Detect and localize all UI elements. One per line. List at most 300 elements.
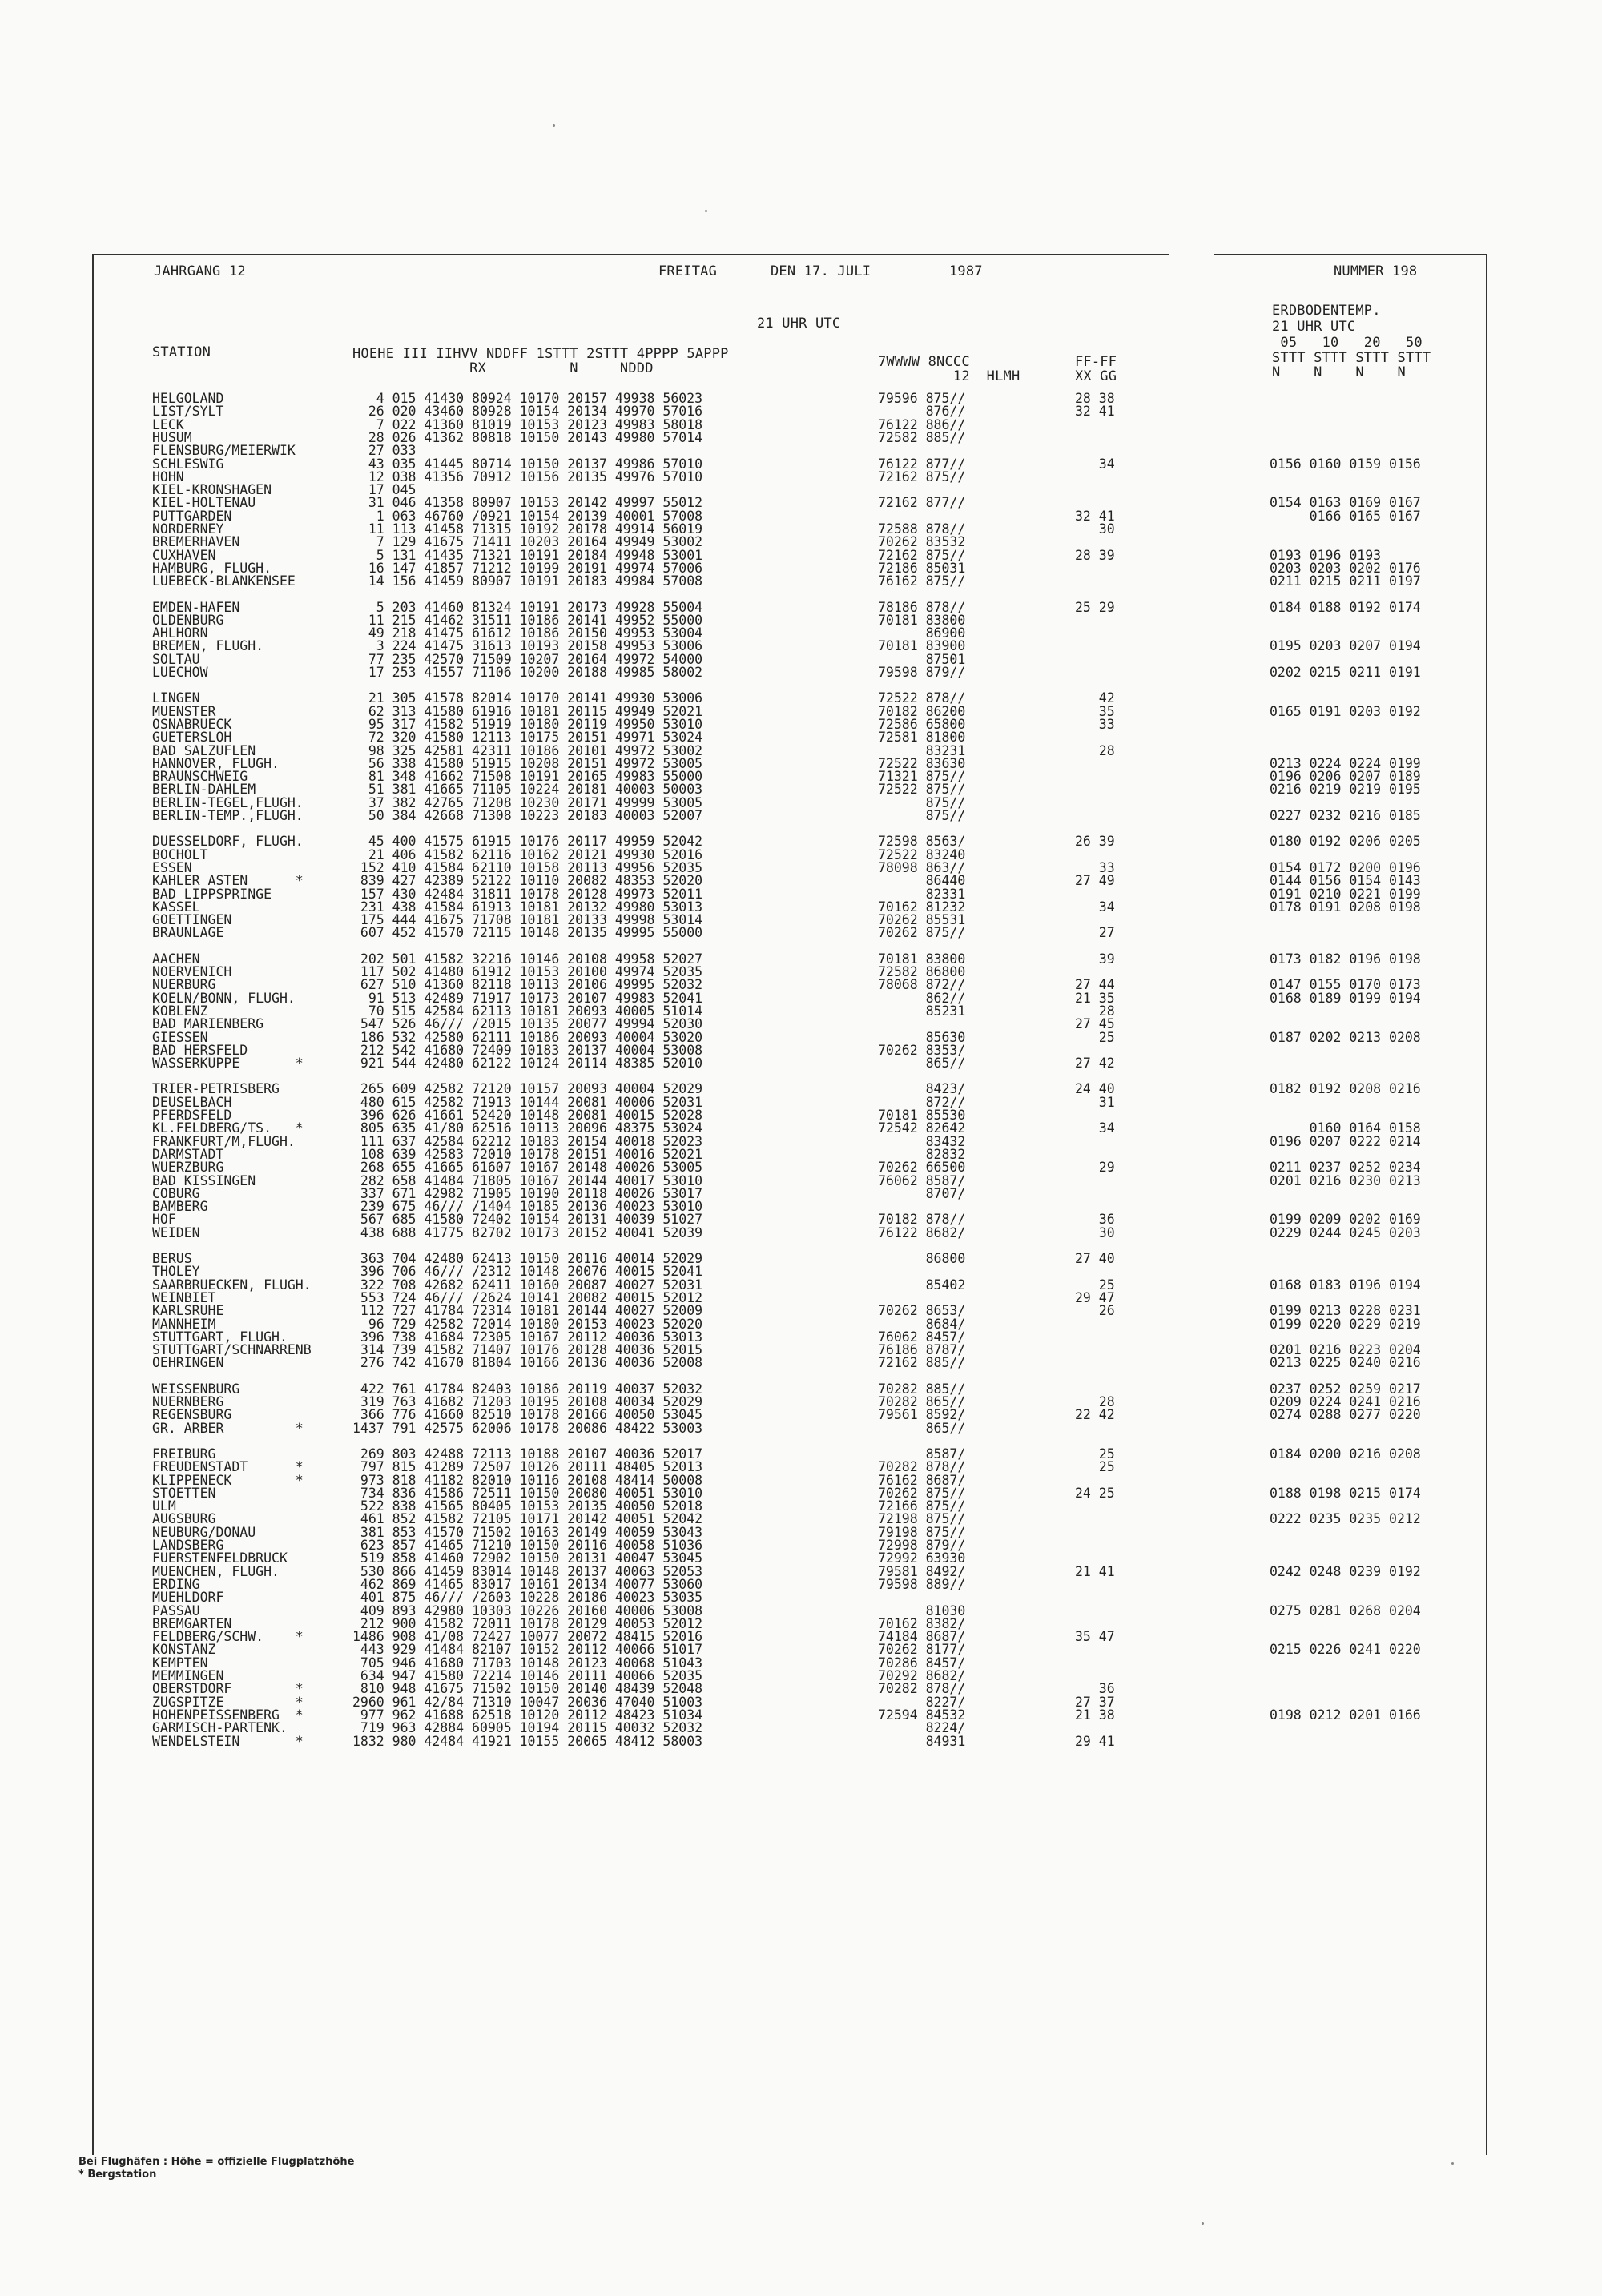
station-name: FUERSTENFELDBRUCK bbox=[152, 1550, 288, 1566]
column-ff-header: FF-FF bbox=[1075, 354, 1117, 370]
station-wind-gust: 25 bbox=[1075, 1277, 1115, 1293]
station-wind-gust: 27 44 bbox=[1075, 977, 1115, 993]
station-weather: 72522 875// bbox=[878, 782, 966, 798]
year: 1987 bbox=[949, 263, 983, 279]
station-name: MUENSTER bbox=[152, 703, 216, 719]
station-weather: 76122 8682/ bbox=[878, 1224, 966, 1240]
station-name: OEHRINGEN bbox=[152, 1355, 224, 1371]
station-name: WASSERKUPPE * bbox=[152, 1056, 304, 1072]
station-values: 480 615 42582 71913 10144 20081 40006 52031 bbox=[352, 1094, 703, 1110]
station-soil-temp: 0198 0212 0201 0166 bbox=[1270, 1707, 1421, 1723]
station-soil-temp: 0195 0203 0207 0194 bbox=[1270, 638, 1421, 654]
station-name: KAHLER ASTEN * bbox=[152, 873, 304, 889]
station-soil-temp: 0191 0210 0221 0199 bbox=[1270, 886, 1421, 902]
station-values: 443 929 41484 82107 10152 20112 40066 51017 bbox=[352, 1642, 703, 1658]
station-weather: 76062 8457/ bbox=[878, 1329, 966, 1345]
station-wind-gust: 28 38 bbox=[1075, 391, 1115, 406]
station-values: 337 671 42982 71905 10190 20118 40026 53017 bbox=[352, 1185, 703, 1201]
station-name: LINGEN bbox=[152, 690, 200, 706]
station-wind-gust: 33 bbox=[1075, 716, 1115, 732]
station-weather: 72522 83240 bbox=[878, 846, 966, 863]
station-soil-temp: 0180 0192 0206 0205 bbox=[1270, 834, 1421, 850]
station-values: 2960 961 42/84 71310 10047 20036 47040 51003 bbox=[352, 1694, 703, 1710]
station-weather: 70282 865// bbox=[878, 1394, 966, 1409]
station-values: 91 513 42489 71917 10173 20107 49983 52041 bbox=[352, 990, 703, 1006]
station-weather: 8227/ bbox=[878, 1694, 966, 1710]
station-wind-gust: 27 37 bbox=[1075, 1694, 1115, 1710]
soil-temp-time: 21 UHR UTC bbox=[1272, 319, 1356, 335]
station-name: BOCHOLT bbox=[152, 846, 208, 863]
station-name: WENDELSTEIN * bbox=[152, 1733, 304, 1749]
station-soil-temp: 0209 0224 0241 0216 bbox=[1270, 1394, 1421, 1409]
soil-temp-subheader: N N N N bbox=[1272, 364, 1406, 380]
station-weather: 70262 875// bbox=[878, 925, 966, 941]
station-name: LIST/SYLT bbox=[152, 404, 224, 420]
station-weather: 78068 872// bbox=[878, 977, 966, 993]
station-soil-temp: 0196 0206 0207 0189 bbox=[1270, 769, 1421, 785]
station-values: 462 869 41465 83017 10161 20134 40077 53060 bbox=[352, 1576, 703, 1592]
station-wind-gust: 34 bbox=[1075, 899, 1115, 915]
station-name: PASSAU bbox=[152, 1602, 200, 1618]
station-values: 634 947 41580 72214 10146 20111 40066 52035 bbox=[352, 1668, 703, 1683]
soil-temp-depths: 05 10 20 50 bbox=[1272, 335, 1423, 351]
station-weather: 70162 8382/ bbox=[878, 1615, 966, 1631]
station-weather: 76122 877// bbox=[878, 456, 966, 472]
station-wind-gust: 26 39 bbox=[1075, 834, 1115, 850]
station-values: 438 688 41775 82702 10173 20152 40041 52039 bbox=[352, 1224, 703, 1240]
station-soil-temp: 0199 0213 0228 0231 bbox=[1270, 1303, 1421, 1319]
station-name: BERLIN-TEMP.,FLUGH. bbox=[152, 808, 304, 823]
station-name: THOLEY bbox=[152, 1264, 200, 1280]
station-weather: 72186 85031 bbox=[878, 560, 966, 576]
station-values: 401 875 46/// /2603 10228 20186 40023 53035 bbox=[352, 1590, 703, 1606]
station-name: ULM bbox=[152, 1498, 176, 1514]
station-values: 175 444 41675 71708 10181 20133 49998 53014 bbox=[352, 912, 703, 928]
station-values: 4 015 41430 80924 10170 20157 49938 56023 bbox=[352, 391, 703, 406]
station-values: 14 156 41459 80907 10191 20183 49984 57008 bbox=[352, 573, 703, 589]
station-weather: 76062 8587/ bbox=[878, 1172, 966, 1188]
station-name: MANNHEIM bbox=[152, 1316, 216, 1332]
station-name: STOETTEN bbox=[152, 1485, 216, 1501]
station-values: 719 963 42884 60905 10194 20115 40032 52032 bbox=[352, 1720, 703, 1736]
footnote-airports: Bei Flughäfen : Höhe = offizielle Flugplatzhöhe bbox=[78, 2156, 355, 2168]
station-values: 363 704 42480 62413 10150 20116 40014 52029 bbox=[352, 1251, 703, 1266]
station-weather: 70282 878// bbox=[878, 1681, 966, 1697]
station-name: FLENSBURG/MEIERWIK bbox=[152, 443, 296, 459]
station-values: 530 866 41459 83014 10148 20137 40063 52053 bbox=[352, 1563, 703, 1579]
station-weather: 70181 83900 bbox=[878, 638, 966, 654]
station-values: 231 438 41584 61913 10181 20132 49980 53013 bbox=[352, 899, 703, 915]
station-soil-temp: 0201 0216 0223 0204 bbox=[1270, 1342, 1421, 1358]
station-name: ZUGSPITZE * bbox=[152, 1694, 304, 1710]
station-weather: 70162 81232 bbox=[878, 899, 966, 915]
station-values: 28 026 41362 80818 10150 20143 49980 57014 bbox=[352, 429, 703, 445]
station-soil-temp: 0154 0163 0169 0167 bbox=[1270, 495, 1421, 511]
station-wind-gust: 25 bbox=[1075, 1459, 1115, 1475]
station-weather: 85402 bbox=[878, 1277, 966, 1293]
station-name: WUERZBURG bbox=[152, 1160, 224, 1176]
station-name: NORDERNEY bbox=[152, 521, 224, 537]
station-soil-temp: 0203 0203 0202 0176 bbox=[1270, 560, 1421, 576]
station-values: 26 020 43460 80928 10154 20134 49970 57016 bbox=[352, 404, 703, 420]
station-weather: 72588 878// bbox=[878, 521, 966, 537]
column-obs-header: 7WWWW 8NCCC bbox=[878, 354, 970, 370]
station-wind-gust: 28 bbox=[1075, 1003, 1115, 1019]
station-name: NUERNBERG bbox=[152, 1394, 224, 1409]
station-weather: 8707/ bbox=[878, 1185, 966, 1201]
station-wind-gust: 34 bbox=[1075, 456, 1115, 472]
station-soil-temp: 0165 0191 0203 0192 bbox=[1270, 703, 1421, 719]
station-values: 607 452 41570 72115 10148 20135 49995 55000 bbox=[352, 925, 703, 941]
station-wind-gust: 27 42 bbox=[1075, 1056, 1115, 1072]
station-weather: 70262 875// bbox=[878, 1485, 966, 1501]
station-values: 96 729 42582 72014 10180 20153 40023 52020 bbox=[352, 1316, 703, 1332]
station-weather: 72162 875// bbox=[878, 547, 966, 563]
station-values: 49 218 41475 61612 10186 20150 49953 53004 bbox=[352, 625, 703, 641]
station-values: 111 637 42584 62212 10183 20154 40018 52023 bbox=[352, 1133, 703, 1149]
station-name: STUTTGART, FLUGH. bbox=[152, 1329, 288, 1345]
station-values: 212 542 41680 72409 10183 20137 40004 53008 bbox=[352, 1042, 703, 1058]
station-soil-temp: 0215 0226 0241 0220 bbox=[1270, 1642, 1421, 1658]
station-values: 366 776 41660 82510 10178 20166 40050 53045 bbox=[352, 1407, 703, 1423]
station-name: BAD HERSFELD bbox=[152, 1042, 248, 1058]
scan-speck bbox=[1451, 2162, 1454, 2165]
station-weather: 70292 8682/ bbox=[878, 1668, 966, 1683]
station-weather: 70262 8653/ bbox=[878, 1303, 966, 1319]
station-values: 239 675 46/// /1404 10185 20136 40023 53010 bbox=[352, 1199, 703, 1215]
station-wind-gust: 28 bbox=[1075, 1394, 1115, 1409]
station-name: KOELN/BONN, FLUGH. bbox=[152, 990, 296, 1006]
station-soil-temp: 0199 0220 0229 0219 bbox=[1270, 1316, 1421, 1332]
station-soil-temp: 0211 0237 0252 0234 bbox=[1270, 1160, 1421, 1176]
station-values: 5 131 41435 71321 10191 20184 49948 53001 bbox=[352, 547, 703, 563]
station-name: AHLHORN bbox=[152, 625, 208, 641]
station-name: OSNABRUECK bbox=[152, 716, 232, 732]
station-weather: 872// bbox=[878, 1094, 966, 1110]
station-weather: 72992 63930 bbox=[878, 1550, 966, 1566]
station-soil-temp: 0213 0225 0240 0216 bbox=[1270, 1355, 1421, 1371]
station-weather: 72542 82642 bbox=[878, 1120, 966, 1136]
station-soil-temp: 0275 0281 0268 0204 bbox=[1270, 1602, 1421, 1618]
station-values: 157 430 42484 31811 10178 20128 49973 52011 bbox=[352, 886, 703, 902]
station-values: 276 742 41670 81804 10166 20136 40036 52008 bbox=[352, 1355, 703, 1371]
station-values: 1486 908 41/08 72427 10077 20072 48415 52016 bbox=[352, 1629, 703, 1645]
station-name: HELGOLAND bbox=[152, 391, 224, 406]
station-name: KASSEL bbox=[152, 899, 200, 915]
station-weather: 83432 bbox=[878, 1133, 966, 1149]
station-soil-temp: 0168 0183 0196 0194 bbox=[1270, 1277, 1421, 1293]
station-wind-gust: 35 bbox=[1075, 703, 1115, 719]
station-values: 62 313 41580 61916 10181 20115 49949 52021 bbox=[352, 703, 703, 719]
station-values: 839 427 42389 52122 10110 20082 48353 52020 bbox=[352, 873, 703, 889]
station-soil-temp: 0154 0172 0200 0196 bbox=[1270, 859, 1421, 875]
station-name: LUEBECK-BLANKENSEE bbox=[152, 573, 296, 589]
station-weather: 70262 83532 bbox=[878, 534, 966, 550]
station-weather: 72162 885// bbox=[878, 1355, 966, 1371]
station-name: GUETERSLOH bbox=[152, 730, 232, 746]
station-name: HUSUM bbox=[152, 429, 192, 445]
station-weather: 875// bbox=[878, 808, 966, 823]
station-name: WEIDEN bbox=[152, 1224, 200, 1240]
station-name: KLIPPENECK * bbox=[152, 1472, 304, 1488]
station-values: 12 038 41356 70912 10156 20135 49976 57010 bbox=[352, 468, 703, 485]
station-name: WEINBIET bbox=[152, 1289, 216, 1305]
station-values: 422 761 41784 82403 10186 20119 40037 52032 bbox=[352, 1381, 703, 1397]
station-values: 45 400 41575 61915 10176 20117 49959 52042 bbox=[352, 834, 703, 850]
station-wind-gust: 27 45 bbox=[1075, 1016, 1115, 1032]
report-frame bbox=[92, 254, 1487, 2155]
station-name: FRANKFURT/M,FLUGH. bbox=[152, 1133, 296, 1149]
station-soil-temp: 0202 0215 0211 0191 bbox=[1270, 665, 1421, 680]
station-name: BAD MARIENBERG bbox=[152, 1016, 264, 1032]
station-name: FREUDENSTADT * bbox=[152, 1459, 304, 1475]
station-weather: 70262 8353/ bbox=[878, 1042, 966, 1058]
station-values: 11 215 41462 31511 10186 20141 49952 55000 bbox=[352, 612, 703, 628]
column-obs-subheader: 12 HLMH bbox=[878, 368, 1020, 384]
station-values: 3 224 41475 31613 10193 20158 49953 53006 bbox=[352, 638, 703, 654]
station-weather: 70181 83800 bbox=[878, 951, 966, 967]
station-name: BAMBERG bbox=[152, 1199, 208, 1215]
station-wind-gust: 39 bbox=[1075, 951, 1115, 967]
station-weather: 81030 bbox=[878, 1602, 966, 1618]
station-name: HANNOVER, FLUGH. bbox=[152, 755, 280, 771]
station-wind-gust: 22 42 bbox=[1075, 1407, 1115, 1423]
station-weather: 82331 bbox=[878, 886, 966, 902]
station-name: BERUS bbox=[152, 1251, 192, 1266]
station-weather: 72581 81800 bbox=[878, 730, 966, 746]
station-soil-temp: 0216 0219 0219 0195 bbox=[1270, 782, 1421, 798]
station-weather: 72582 86800 bbox=[878, 964, 966, 979]
station-values: 797 815 41289 72507 10126 20111 48405 52013 bbox=[352, 1459, 703, 1475]
footnote-mountain: * Bergstation bbox=[78, 2169, 157, 2181]
station-weather: 82832 bbox=[878, 1146, 966, 1162]
station-name: MUEHLDORF bbox=[152, 1590, 224, 1606]
station-name: TRIER-PETRISBERG bbox=[152, 1081, 280, 1097]
station-weather: 875// bbox=[878, 794, 966, 810]
station-name: OLDENBURG bbox=[152, 612, 224, 628]
station-weather: 85231 bbox=[878, 1003, 966, 1019]
station-name: PUTTGARDEN bbox=[152, 508, 232, 524]
station-name: BREMERHAVEN bbox=[152, 534, 240, 550]
station-name: COBURG bbox=[152, 1185, 200, 1201]
station-values: 56 338 41580 51915 10208 20151 49972 53005 bbox=[352, 755, 703, 771]
station-values: 322 708 42682 62411 10160 20087 40027 52031 bbox=[352, 1277, 703, 1293]
station-name: KIEL-KRONSHAGEN bbox=[152, 482, 272, 498]
station-wind-gust: 30 bbox=[1075, 1224, 1115, 1240]
station-weather: 79581 8492/ bbox=[878, 1563, 966, 1579]
column-main-subheader: RX N NDDD bbox=[352, 360, 654, 376]
station-values: 16 147 41857 71212 10199 20191 49974 57006 bbox=[352, 560, 703, 576]
station-weather: 8224/ bbox=[878, 1720, 966, 1736]
station-values: 152 410 41584 62110 10158 20113 49956 52035 bbox=[352, 859, 703, 875]
station-values: 314 739 41582 71407 10176 20128 40036 52015 bbox=[352, 1342, 703, 1358]
station-name: HOHN bbox=[152, 468, 184, 485]
station-weather: 70182 878// bbox=[878, 1212, 966, 1228]
station-soil-temp: 0201 0216 0230 0213 bbox=[1270, 1172, 1421, 1188]
station-soil-temp: 0144 0156 0154 0143 bbox=[1270, 873, 1421, 889]
station-soil-temp: 0168 0189 0199 0194 bbox=[1270, 990, 1421, 1006]
station-values: 186 532 42580 62111 10186 20093 40004 53020 bbox=[352, 1029, 703, 1045]
station-name: HOHENPEISSENBERG * bbox=[152, 1707, 304, 1723]
station-wind-gust: 42 bbox=[1075, 690, 1115, 706]
date: DEN 17. JULI bbox=[771, 263, 871, 279]
station-weather: 70282 885// bbox=[878, 1381, 966, 1397]
observation-time: 21 UHR UTC bbox=[757, 316, 841, 332]
station-name: EMDEN-HAFEN bbox=[152, 599, 240, 615]
station-values: 51 381 41665 71105 10224 20181 40003 50003 bbox=[352, 782, 703, 798]
station-values: 810 948 41675 71502 10150 20140 48439 52048 bbox=[352, 1681, 703, 1697]
station-weather: 70262 8177/ bbox=[878, 1642, 966, 1658]
station-name: HOF bbox=[152, 1212, 176, 1228]
station-values: 921 544 42480 62122 10124 20114 48385 52010 bbox=[352, 1056, 703, 1072]
station-wind-gust: 35 47 bbox=[1075, 1629, 1115, 1645]
station-soil-temp: 0187 0202 0213 0208 bbox=[1270, 1029, 1421, 1045]
station-weather: 76162 875// bbox=[878, 573, 966, 589]
station-wind-gust: 25 bbox=[1075, 1029, 1115, 1045]
station-weather: 8423/ bbox=[878, 1081, 966, 1097]
station-wind-gust: 28 bbox=[1075, 742, 1115, 758]
station-values: 519 858 41460 72902 10150 20131 40047 53045 bbox=[352, 1550, 703, 1566]
station-wind-gust: 27 49 bbox=[1075, 873, 1115, 889]
station-soil-temp: 0229 0244 0245 0203 bbox=[1270, 1224, 1421, 1240]
station-values: 1437 791 42575 62006 10178 20086 48422 53003 bbox=[352, 1420, 703, 1436]
station-weather: 72594 84532 bbox=[878, 1707, 966, 1723]
station-name: WEISSENBURG bbox=[152, 1381, 240, 1397]
station-name: MEMMINGEN bbox=[152, 1668, 224, 1683]
station-name: GR. ARBER * bbox=[152, 1420, 304, 1436]
station-name: BAD SALZUFLEN bbox=[152, 742, 256, 758]
station-values: 547 526 46/// /2015 10135 20077 49994 52030 bbox=[352, 1016, 703, 1032]
station-wind-gust: 27 40 bbox=[1075, 1251, 1115, 1266]
station-name: BRAUNSCHWEIG bbox=[152, 769, 248, 785]
station-weather: 76122 886// bbox=[878, 416, 966, 432]
column-main-header: HOEHE III IIHVV NDDFF 1STTT 2STTT 4PPPP 5APPP bbox=[352, 346, 729, 362]
station-soil-temp: 0147 0155 0170 0173 bbox=[1270, 977, 1421, 993]
station-values: 212 900 41582 72011 10178 20129 40053 52012 bbox=[352, 1615, 703, 1631]
station-soil-temp: 0178 0191 0208 0198 bbox=[1270, 899, 1421, 915]
station-name: NOERVENICH bbox=[152, 964, 232, 979]
station-weather: 70262 85531 bbox=[878, 912, 966, 928]
station-values: 202 501 41582 32216 10146 20108 49958 52027 bbox=[352, 951, 703, 967]
station-weather: 72598 8563/ bbox=[878, 834, 966, 850]
station-name: KEMPTEN bbox=[152, 1655, 208, 1671]
station-soil-temp: 0196 0207 0222 0214 bbox=[1270, 1133, 1421, 1149]
station-values: 98 325 42581 42311 10186 20101 49972 53002 bbox=[352, 742, 703, 758]
station-name: FELDBERG/SCHW. * bbox=[152, 1629, 304, 1645]
station-values: 319 763 41682 71203 10195 20108 40034 52029 bbox=[352, 1394, 703, 1409]
station-name: KIEL-HOLTENAU bbox=[152, 495, 256, 511]
station-name: NEUBURG/DONAU bbox=[152, 1524, 256, 1540]
station-weather: 72586 65800 bbox=[878, 716, 966, 732]
station-soil-temp: 0160 0164 0158 bbox=[1270, 1120, 1421, 1136]
station-values: 27 033 bbox=[352, 443, 417, 459]
station-weather: 86800 bbox=[878, 1251, 966, 1266]
station-name: BRAUNLAGE bbox=[152, 925, 224, 941]
station-wind-gust: 26 bbox=[1075, 1303, 1115, 1319]
station-name: GIESSEN bbox=[152, 1029, 208, 1045]
station-weather: 71321 875// bbox=[878, 769, 966, 785]
station-name: CUXHAVEN bbox=[152, 547, 216, 563]
station-values: 973 818 41182 82010 10116 20108 48414 50008 bbox=[352, 1472, 703, 1488]
station-values: 17 045 bbox=[352, 482, 417, 498]
station-wind-gust: 25 29 bbox=[1075, 599, 1115, 615]
station-soil-temp: 0211 0215 0211 0197 bbox=[1270, 573, 1421, 589]
station-weather: 83231 bbox=[878, 742, 966, 758]
station-weather: 70262 66500 bbox=[878, 1160, 966, 1176]
station-name: SOLTAU bbox=[152, 651, 200, 667]
station-name: BAD KISSINGEN bbox=[152, 1172, 256, 1188]
station-weather: 86900 bbox=[878, 625, 966, 641]
station-values: 108 639 42583 72010 10178 20151 40016 52021 bbox=[352, 1146, 703, 1162]
column-ff-subheader: XX GG bbox=[1075, 368, 1117, 384]
station-values: 553 724 46/// /2624 10141 20082 40015 52012 bbox=[352, 1289, 703, 1305]
station-name: KL.FELDBERG/TS. * bbox=[152, 1120, 304, 1136]
station-name: LUECHOW bbox=[152, 665, 208, 680]
station-wind-gust: 31 bbox=[1075, 1094, 1115, 1110]
station-soil-temp: 0184 0200 0216 0208 bbox=[1270, 1446, 1421, 1462]
station-soil-temp: 0274 0288 0277 0220 bbox=[1270, 1407, 1421, 1423]
station-weather: 70282 878// bbox=[878, 1459, 966, 1475]
station-values: 7 129 41675 71411 10203 20164 49949 53002 bbox=[352, 534, 703, 550]
station-wind-gust: 28 39 bbox=[1075, 547, 1115, 563]
station-name: DARMSTADT bbox=[152, 1146, 224, 1162]
station-values: 282 658 41484 71805 10167 20144 40017 53010 bbox=[352, 1172, 703, 1188]
station-values: 95 317 41582 51919 10180 20119 49950 53010 bbox=[352, 716, 703, 732]
station-wind-gust: 29 bbox=[1075, 1160, 1115, 1176]
station-name: SCHLESWIG bbox=[152, 456, 224, 472]
station-soil-temp: 0213 0224 0224 0199 bbox=[1270, 755, 1421, 771]
station-values: 70 515 42584 62113 10181 20093 40005 51014 bbox=[352, 1003, 703, 1019]
station-values: 43 035 41445 80714 10150 20137 49986 57010 bbox=[352, 456, 703, 472]
station-values: 112 727 41784 72314 10181 20144 40027 52009 bbox=[352, 1303, 703, 1319]
station-weather: 70181 83800 bbox=[878, 612, 966, 628]
station-values: 396 738 41684 72305 10167 20112 40036 53013 bbox=[352, 1329, 703, 1345]
station-wind-gust: 30 bbox=[1075, 521, 1115, 537]
station-weather: 72522 83630 bbox=[878, 755, 966, 771]
station-values: 77 235 42570 71509 10207 20164 49972 54000 bbox=[352, 651, 703, 667]
station-weather: 86440 bbox=[878, 873, 966, 889]
station-weather: 76162 8687/ bbox=[878, 1472, 966, 1488]
station-name: GARMISCH-PARTENK. bbox=[152, 1720, 288, 1736]
station-values: 396 706 46/// /2312 10148 20076 40015 52041 bbox=[352, 1264, 703, 1280]
station-soil-temp: 0188 0198 0215 0174 bbox=[1270, 1485, 1421, 1501]
station-wind-gust: 34 bbox=[1075, 1120, 1115, 1136]
station-soil-temp: 0184 0188 0192 0174 bbox=[1270, 599, 1421, 615]
station-weather: 865// bbox=[878, 1420, 966, 1436]
station-wind-gust: 24 40 bbox=[1075, 1081, 1115, 1097]
station-name: MUENCHEN, FLUGH. bbox=[152, 1563, 280, 1579]
station-soil-temp: 0237 0252 0259 0217 bbox=[1270, 1381, 1421, 1397]
station-name: KOBLENZ bbox=[152, 1003, 208, 1019]
station-name: BERLIN-DAHLEM bbox=[152, 782, 256, 798]
station-weather: 8587/ bbox=[878, 1446, 966, 1462]
station-values: 50 384 42668 71308 10223 20183 40003 52007 bbox=[352, 808, 703, 823]
station-values: 805 635 41/80 62516 10113 20096 48375 53024 bbox=[352, 1120, 703, 1136]
station-values: 627 510 41360 82118 10113 20106 49995 52032 bbox=[352, 977, 703, 993]
station-name: BREMGARTEN bbox=[152, 1615, 232, 1631]
station-wind-gust: 36 bbox=[1075, 1212, 1115, 1228]
station-soil-temp: 0199 0209 0202 0169 bbox=[1270, 1212, 1421, 1228]
soil-temp-title: ERDBODENTEMP. bbox=[1272, 303, 1381, 319]
station-values: 1 063 46760 /0921 10154 20139 40001 57008 bbox=[352, 508, 703, 524]
station-weather: 70182 86200 bbox=[878, 703, 966, 719]
issue-number: NUMMER 198 bbox=[1334, 263, 1418, 279]
station-wind-gust: 24 25 bbox=[1075, 1485, 1115, 1501]
station-name: KARLSRUHE bbox=[152, 1303, 224, 1319]
station-values: 1832 980 42484 41921 10155 20065 48412 58003 bbox=[352, 1733, 703, 1749]
station-values: 734 836 41586 72511 10150 20080 40051 53010 bbox=[352, 1485, 703, 1501]
station-wind-gust: 25 bbox=[1075, 1446, 1115, 1462]
